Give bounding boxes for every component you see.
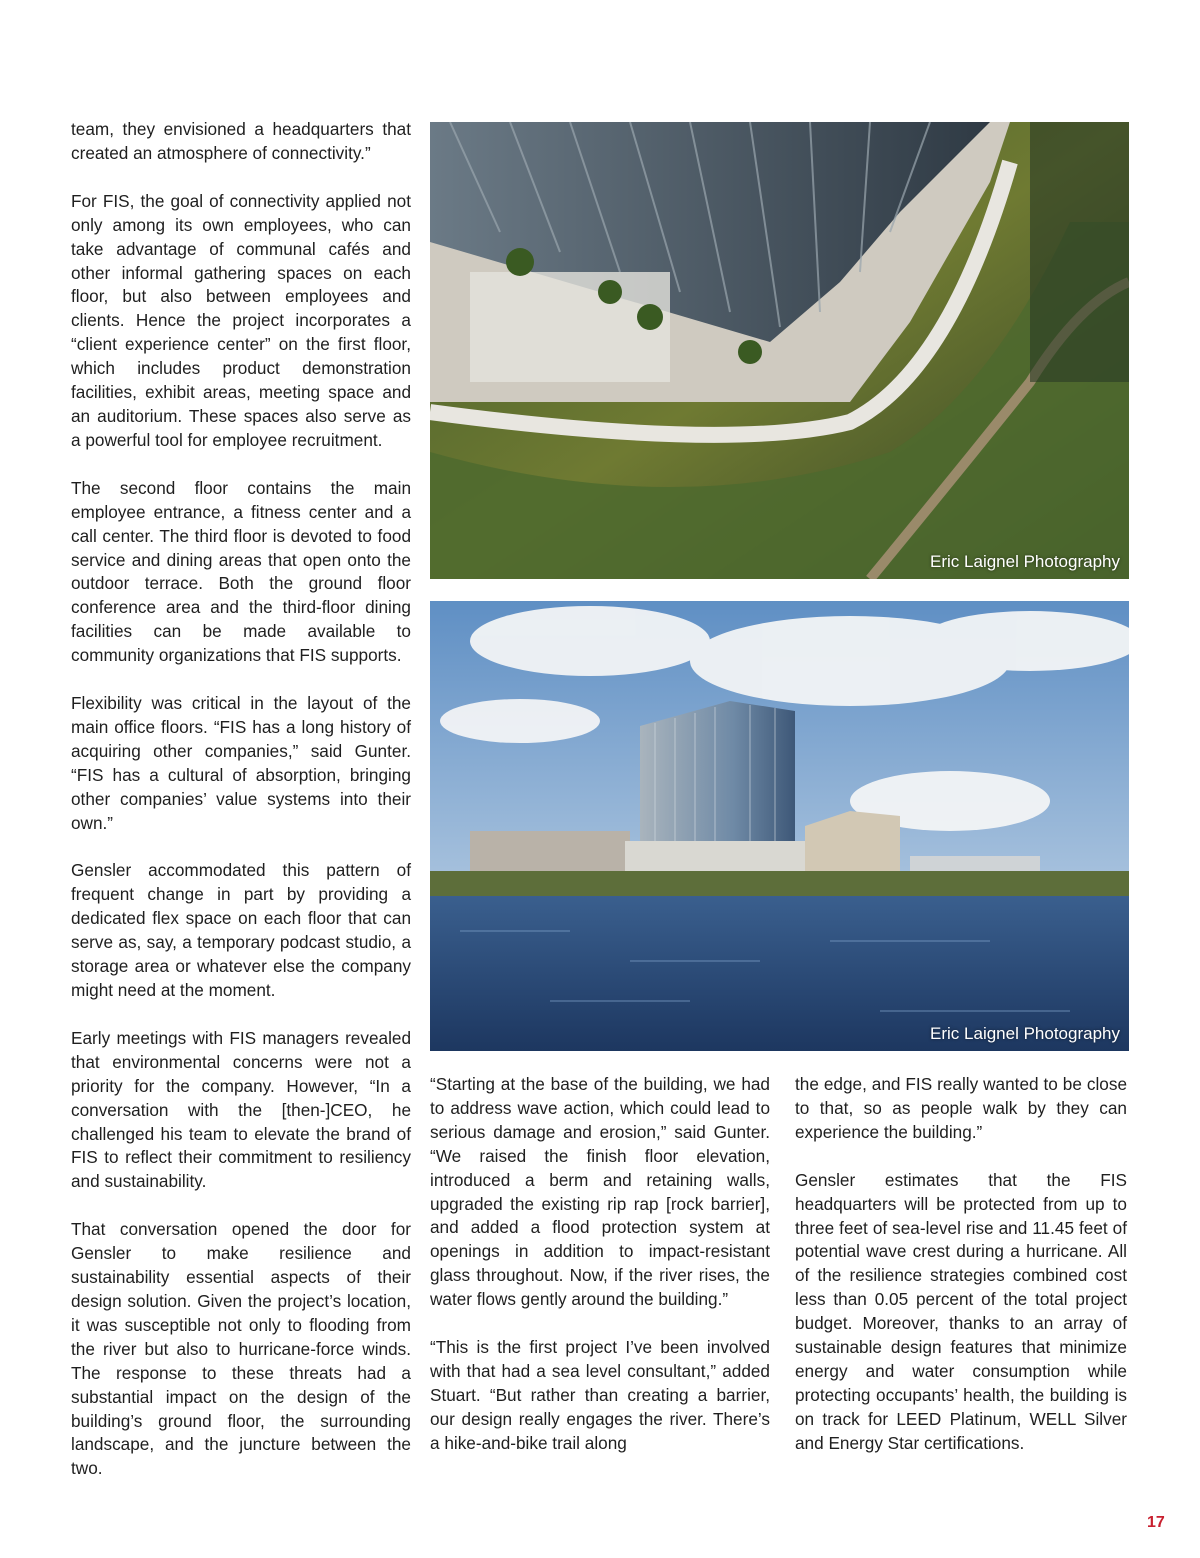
paragraph: For FIS, the goal of connectivity applied not only among its own employees, who can take advantage of communal cafés and other informal gathering spaces on each floor, but also between employees and clients. Hence the project incorporates a “client experience center” on the first floor, which includes product demonstration facilities, exhibit areas, meeting space and an auditorium. These spaces also serve as a powerful tool for employee recruitment. — [71, 190, 411, 450]
text-column-middle — [430, 1073, 770, 1456]
photo-credit: Eric Laignel Photography — [930, 552, 1120, 571]
paragraph: Early meetings with FIS managers revealed that environmental concerns were not a priority for the company. However, “In a conversation with the [then-]CEO, he challenged his team to elevate the brand of FIS to reflect their commitment to resiliency and sustainability. — [71, 1027, 411, 1192]
page-number: 17 — [1147, 1514, 1165, 1531]
text-column-left — [71, 118, 411, 1481]
paragraph: Gensler accommodated this pattern of frequent change in part by providing a dedicated flex space on each floor that can serve as, say, a temporary podcast studio, a storage area or whatever else the company might need at the moment. — [71, 860, 411, 1000]
riverfront-building-photo — [430, 601, 1129, 1051]
aerial-terrace-image — [430, 122, 1129, 579]
paragraph: team, they envisioned a headquarters that created an atmosphere of connectivity.” — [71, 119, 411, 163]
riverfront-building-image — [430, 601, 1129, 1051]
text-column-right — [795, 1073, 1127, 1456]
paragraph: “This is the first project I’ve been involved with that had a sea level consultant,” added Stuart. “But rather than creating a barrier, our design really engages the river. There’s a hike-and-bike trail along — [430, 1337, 770, 1453]
paragraph: the edge, and FIS really wanted to be close to that, so as people walk by they can experience the building.” — [795, 1074, 1127, 1142]
paragraph: Flexibility was critical in the layout of the main office floors. “FIS has a long history of acquiring other companies,” said Gunter. “FIS has a cultural of absorption, bringing other companies’ value systems into their own.” — [71, 693, 411, 833]
paragraph: That conversation opened the door for Gensler to make resilience and sustainability essential aspects of their design solution. Given the project’s location, it was susceptible not only to flooding from the river but also to hurricane-force winds. The response to these threats had a substantial impact on the design of the building’s ground floor, the surrounding landscape, and the juncture between the two. — [71, 1219, 411, 1479]
aerial-terrace-photo — [430, 122, 1129, 579]
photo-credit: Eric Laignel Photography — [930, 1024, 1120, 1043]
paragraph: The second floor contains the main employee entrance, a fitness center and a call center. The third floor is devoted to food service and dining areas that open onto the outdoor terrace. Both the ground floor conference area and the third-floor dining facilities can be made available to community organizations that FIS supports. — [71, 477, 411, 666]
paragraph: Gensler estimates that the FIS headquarters will be protected from up to three feet of sea-level rise and 11.45 feet of potential wave crest during a hurricane. All of the resilience strategies combined cost less than 0.05 percent of the total project budget. Moreover, thanks to an array of sustainable design features that minimize energy and water consumption while protecting occupants’ health, the building is on track for LEED Platinum, WELL Silver and Energy Star certifications. — [795, 1169, 1127, 1453]
paragraph: “Starting at the base of the building, we had to address wave action, which could lead to serious damage and erosion,” said Gunter. “We raised the finish floor elevation, introduced a berm and retaining walls, upgraded the existing rip rap [rock barrier], and added a flood protection system at openings in addition to impact-resistant glass throughout. Now, if the river rises, the water flows gently around the building.” — [430, 1074, 770, 1310]
